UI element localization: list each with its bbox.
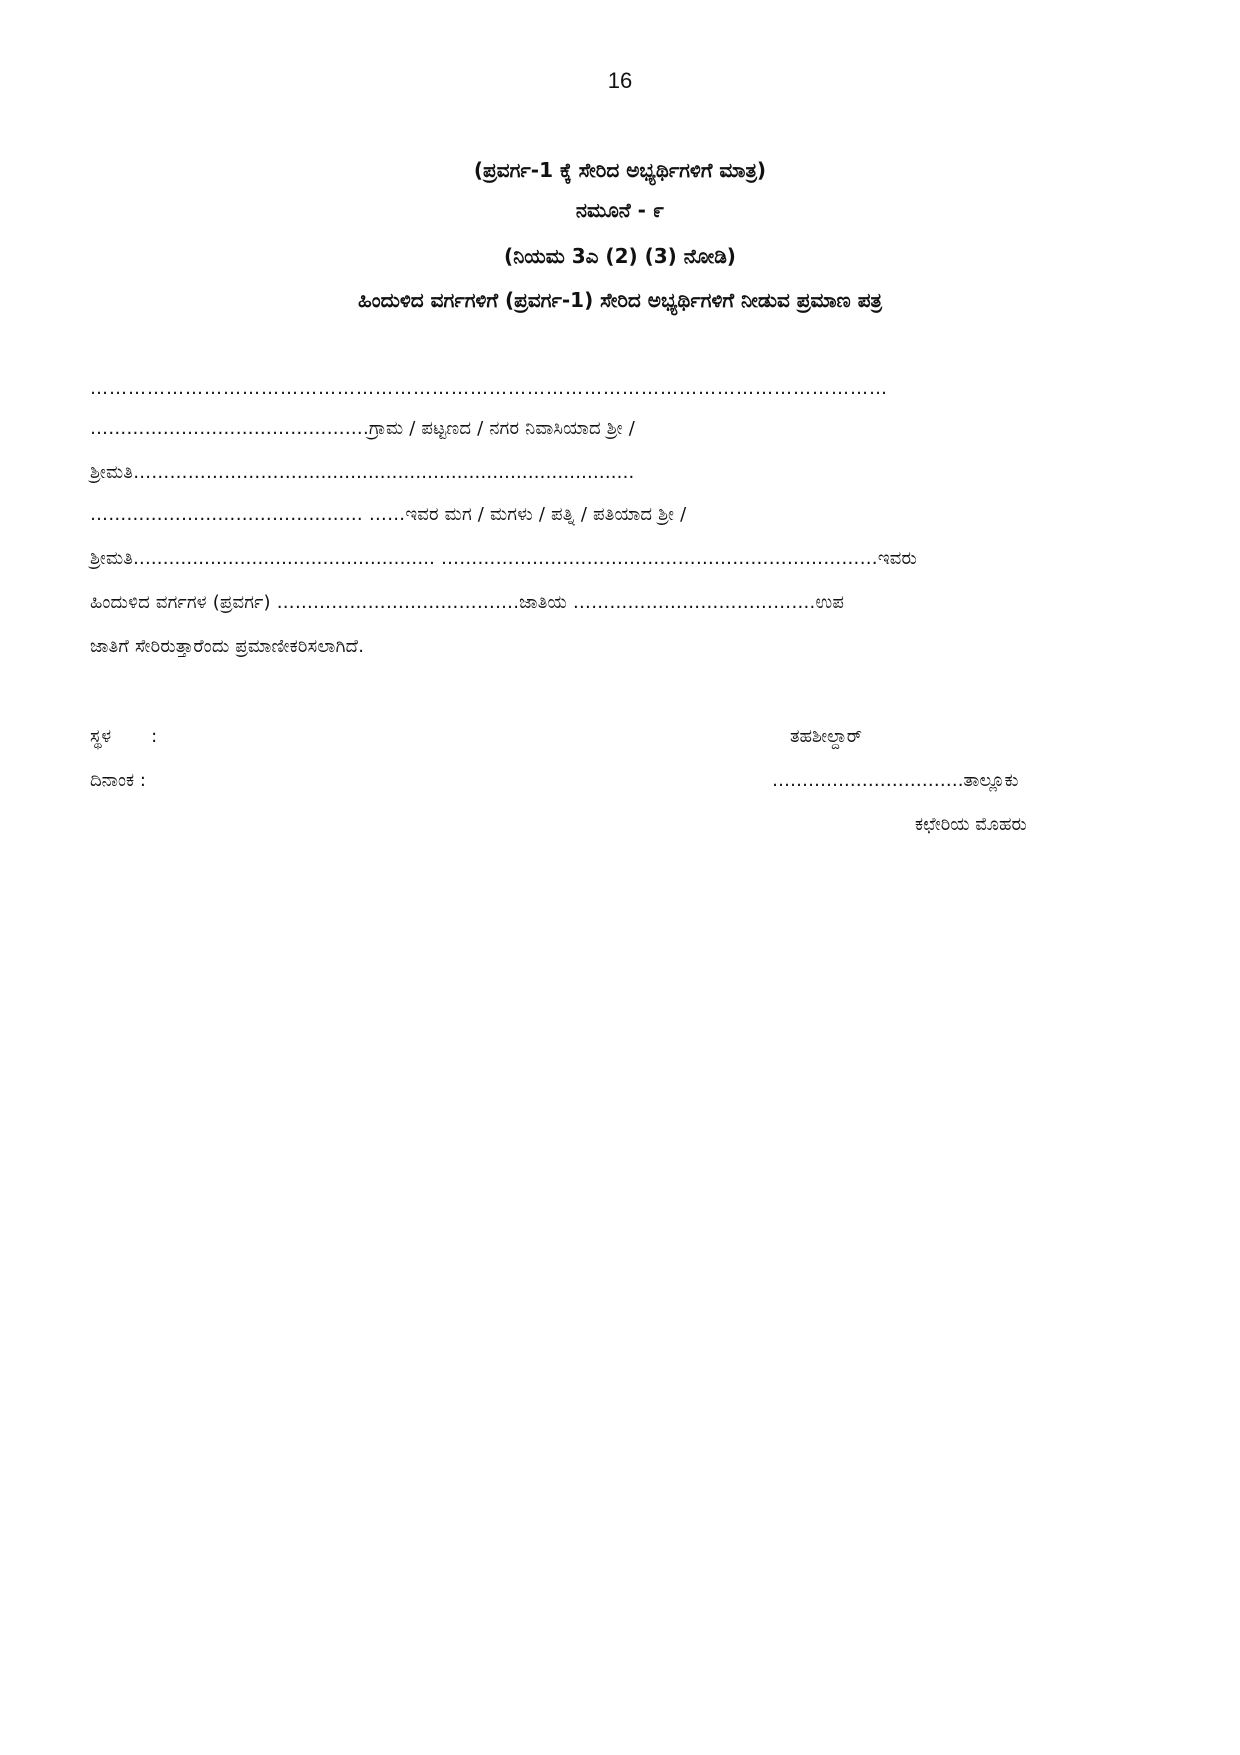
- place-field: [90, 726, 157, 747]
- heading-form-number: ನಮೂನೆ - ೯: [575, 198, 665, 222]
- certificate-line-3: ಶ್ರೀಮತಿ……………………….........................................................: [90, 462, 635, 483]
- heading-rule-reference: (ನಿಯಮ 3ಎ (2) (3) ನೋಡಿ): [504, 244, 736, 268]
- signatory-title: ತಹಶೀಲ್ದಾರ್: [790, 726, 863, 747]
- certificate-line-1: ………………………………………………………………………………………………………………: [90, 378, 888, 399]
- office-seal: ಕಛೇರಿಯ ಮೊಹರು: [915, 814, 1027, 835]
- heading-category-note: (ಪ್ರವರ್ಗ-1 ಕ್ಕೆ ಸೇರಿದ ಅಭ್ಯರ್ಥಿಗಳಿಗೆ ಮಾತ್ರ): [473, 158, 767, 182]
- certificate-line-7: ಜಾತಿಗೆ ಸೇರಿರುತ್ತಾರೆಂದು ಪ್ರಮಾಣೀಕರಿಸಲಾಗಿದೆ.: [90, 636, 365, 657]
- certificate-line-6: ಹಿಂದುಳಿದ ವರ್ಗಗಳ (ಪ್ರವರ್ಗ) ………………………………….ಜಾತಿಯ ………………………………….ಉಪ: [90, 592, 845, 613]
- certificate-line-2: ……………………………………….ಗ್ರಾಮ / ಪಟ್ಟಣದ / ನಗರ ನಿವಾಸಿಯಾದ ಶ್ರೀ /: [90, 418, 635, 439]
- place-colon: :: [151, 726, 158, 747]
- date-field: [90, 770, 146, 791]
- page-number: 16: [607, 68, 633, 93]
- place-label: ಸ್ಥಳ: [90, 726, 112, 747]
- date-label: ದಿನಾಂಕ: [90, 770, 135, 791]
- certificate-line-5: ಶ್ರೀಮತಿ................................................... ………………………………………………………………ಇವರು: [90, 548, 917, 569]
- certificate-line-4: ……………………………………… ……ಇವರ ಮಗ / ಮಗಳು / ಪತ್ನಿ / ಪತಿಯಾದ ಶ್ರೀ /: [90, 504, 687, 525]
- heading-certificate-title: ಹಿಂದುಳಿದ ವರ್ಗಗಳಿಗೆ (ಪ್ರವರ್ಗ-1) ಸೇರಿದ ಅಭ್ಯರ್ಥಿಗಳಿಗೆ ನೀಡುವ ಪ್ರಮಾಣ ಪತ್ರ: [358, 288, 882, 312]
- taluk-line: ………….……………….ತಾಲ್ಲೂಕು: [772, 770, 1019, 791]
- date-colon: :: [139, 770, 146, 791]
